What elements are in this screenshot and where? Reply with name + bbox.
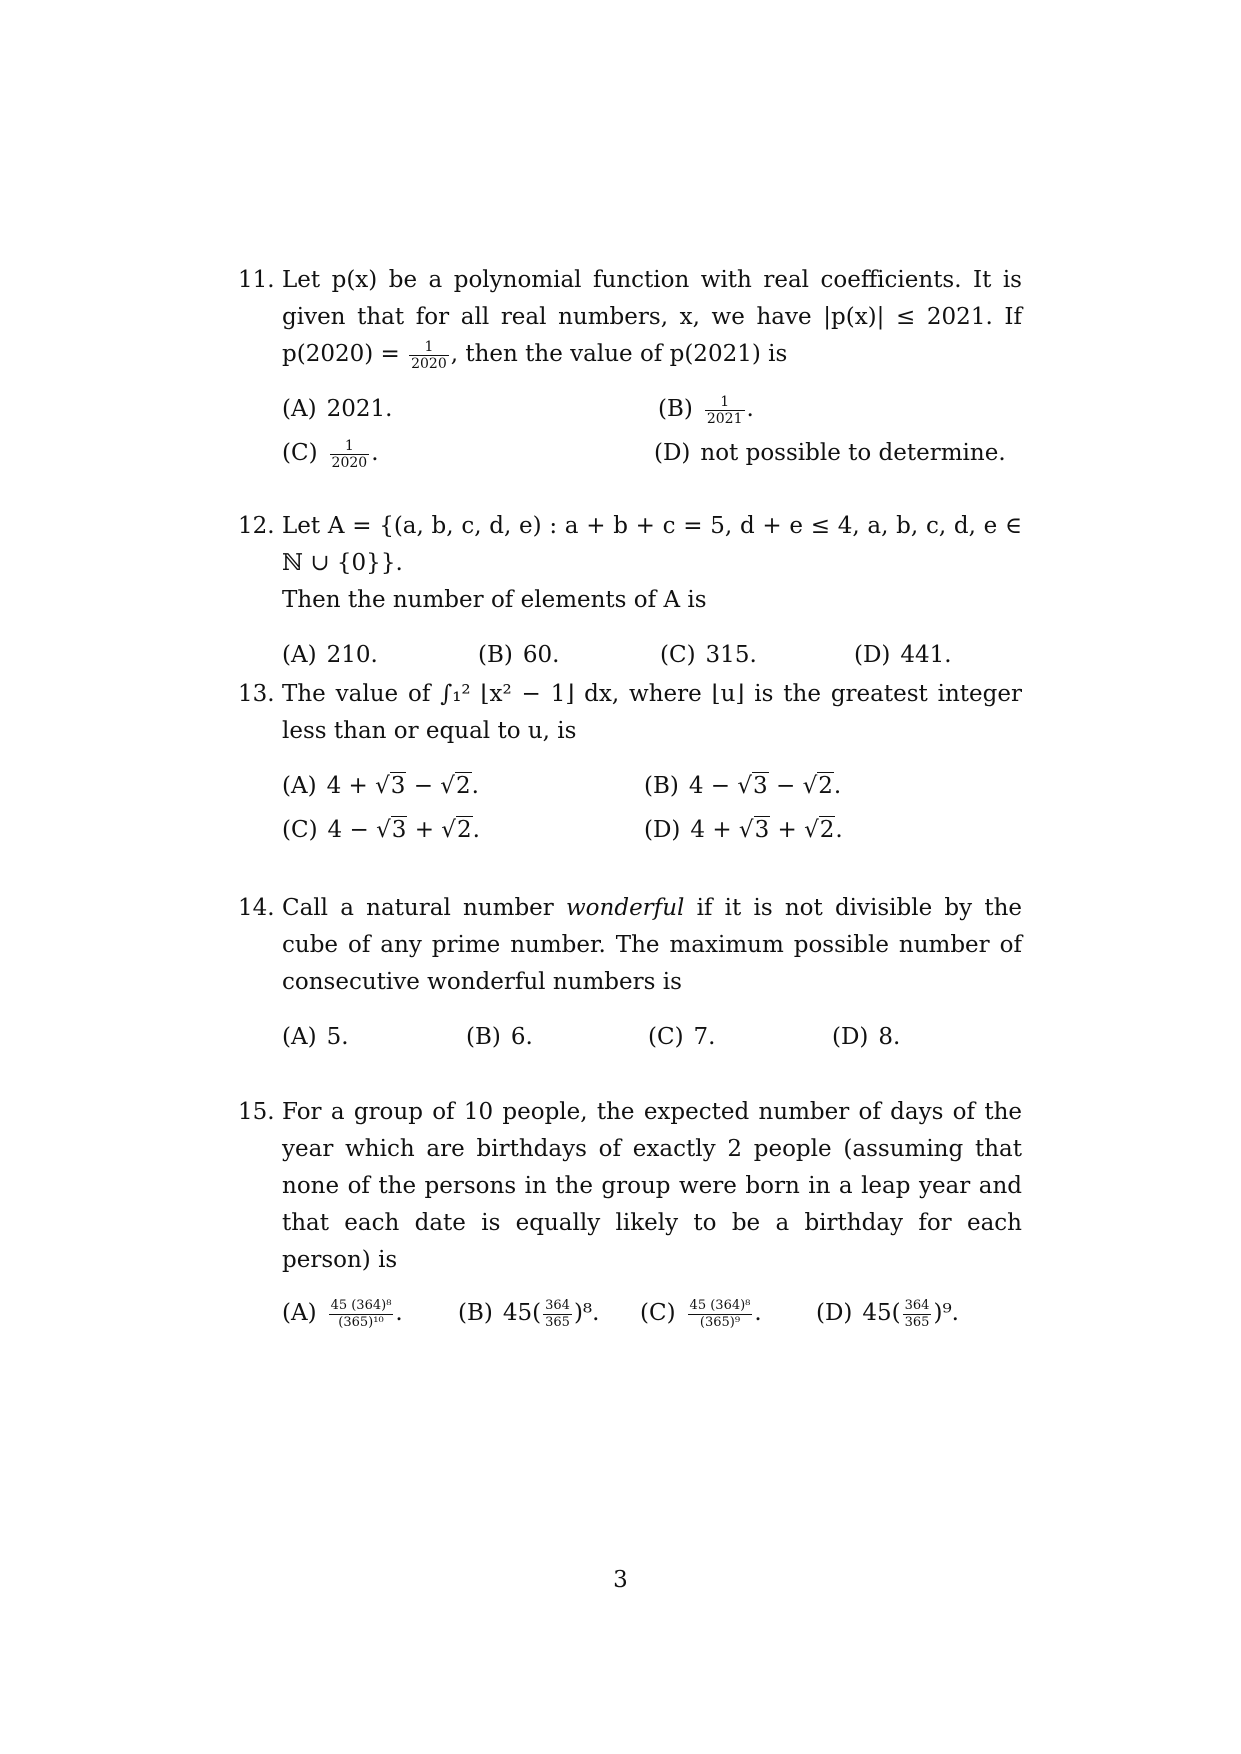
option-c: (C) 4 − √3 + √2. xyxy=(282,817,480,843)
question-number: 12. xyxy=(238,513,275,539)
fraction: $\frac{\text{45 (364)⁸}}{\text{(365)¹⁰}}$ xyxy=(330,1297,392,1330)
options xyxy=(282,637,1022,677)
option-b: (B) 4 − √3 − √2. xyxy=(644,773,842,799)
option-b: (B) 45( $\frac{364}{365}$ )⁸. xyxy=(458,1297,600,1330)
question-14 xyxy=(238,890,1022,1059)
option-a: (A) 4 + √3 − √2. xyxy=(282,773,479,799)
option-d: (D) 8. xyxy=(832,1024,901,1050)
option-b: (B) 60. xyxy=(478,642,560,668)
options xyxy=(282,1295,1022,1339)
fraction: $\frac{364}{365}$ xyxy=(904,1297,930,1330)
fraction: $\frac{364}{365}$ xyxy=(545,1297,570,1330)
options xyxy=(282,768,1022,860)
question-11 xyxy=(238,262,1022,483)
options xyxy=(282,391,1022,483)
fraction: $\frac{\text{45 (364)⁸}}{\text{(365)⁹}}$ xyxy=(689,1297,751,1330)
option-a: (A) 2021. xyxy=(282,396,393,422)
question-15 xyxy=(238,1094,1022,1339)
option-d: (D) 441. xyxy=(854,642,952,668)
emphasis: wonderful xyxy=(566,895,685,921)
option-c: (C) $\frac{1}{2020}$ . xyxy=(282,437,379,471)
options xyxy=(282,1019,1022,1059)
question-number: 15. xyxy=(238,1099,275,1125)
option-c: (C) 315. xyxy=(660,642,757,668)
option-a: (A) $\frac{\text{45 (364)⁸}}{\text{(365)¹⁰}}$ . xyxy=(282,1297,403,1330)
page-number: 3 xyxy=(613,1567,628,1593)
option-a: (A) 5. xyxy=(282,1024,349,1050)
option-a: (A) 210. xyxy=(282,642,378,668)
question-text: The value of ∫₁² ⌊x² − 1⌋ dx, where ⌊u⌋ is the greatest integer less than or equal to u, is xyxy=(282,681,1022,744)
question-12 xyxy=(238,508,1022,677)
fraction: $\frac{1}{2021}$ xyxy=(706,393,743,427)
option-d: (D) 4 + √3 + √2. xyxy=(644,817,843,843)
option-b: (B) 6. xyxy=(466,1024,533,1050)
question-text: Let A = {(a, b, c, d, e) : a + b + c = 5, d + e ≤ 4, a, b, c, d, e ∈ ℕ ∪ {0}}. Then the number of elements of A is xyxy=(282,513,1022,613)
option-c: (C) 7. xyxy=(648,1024,716,1050)
fraction: $\frac{1}{2020}$ xyxy=(411,338,447,372)
question-text: Let p(x) be a polynomial function with real coefficients. It is given that for all real numbers, x, we have |p(x)| ≤ 2021. If p(2020) = $\frac{1}{2020}$ , then the value of p(2021) is xyxy=(282,267,1022,372)
option-c: (C) $\frac{\text{45 (364)⁸}}{\text{(365)⁹}}$ . xyxy=(640,1297,762,1330)
option-b: (B) $\frac{1}{2021}$ . xyxy=(658,393,754,427)
question-text: Call a natural number wonderful if it is not divisible by the cube of any prime number. The maximum possible number of consecutive wonderful numbers is xyxy=(282,895,1023,995)
option-d: (D) not possible to determine. xyxy=(654,440,1006,466)
question-13 xyxy=(238,676,1022,860)
question-number: 11. xyxy=(238,267,275,293)
question-number: 14. xyxy=(238,895,275,921)
option-d: (D) 45( $\frac{364}{365}$ )⁹. xyxy=(816,1297,959,1330)
fraction: $\frac{1}{2020}$ xyxy=(331,437,368,471)
question-text: For a group of 10 people, the expected number of days of the year which are birthdays of exactly 2 people (assuming that none of the persons in the group were born in a leap year and that each date is equally likely to be a birthday for each person) is xyxy=(282,1099,1022,1273)
question-number: 13. xyxy=(238,681,275,707)
